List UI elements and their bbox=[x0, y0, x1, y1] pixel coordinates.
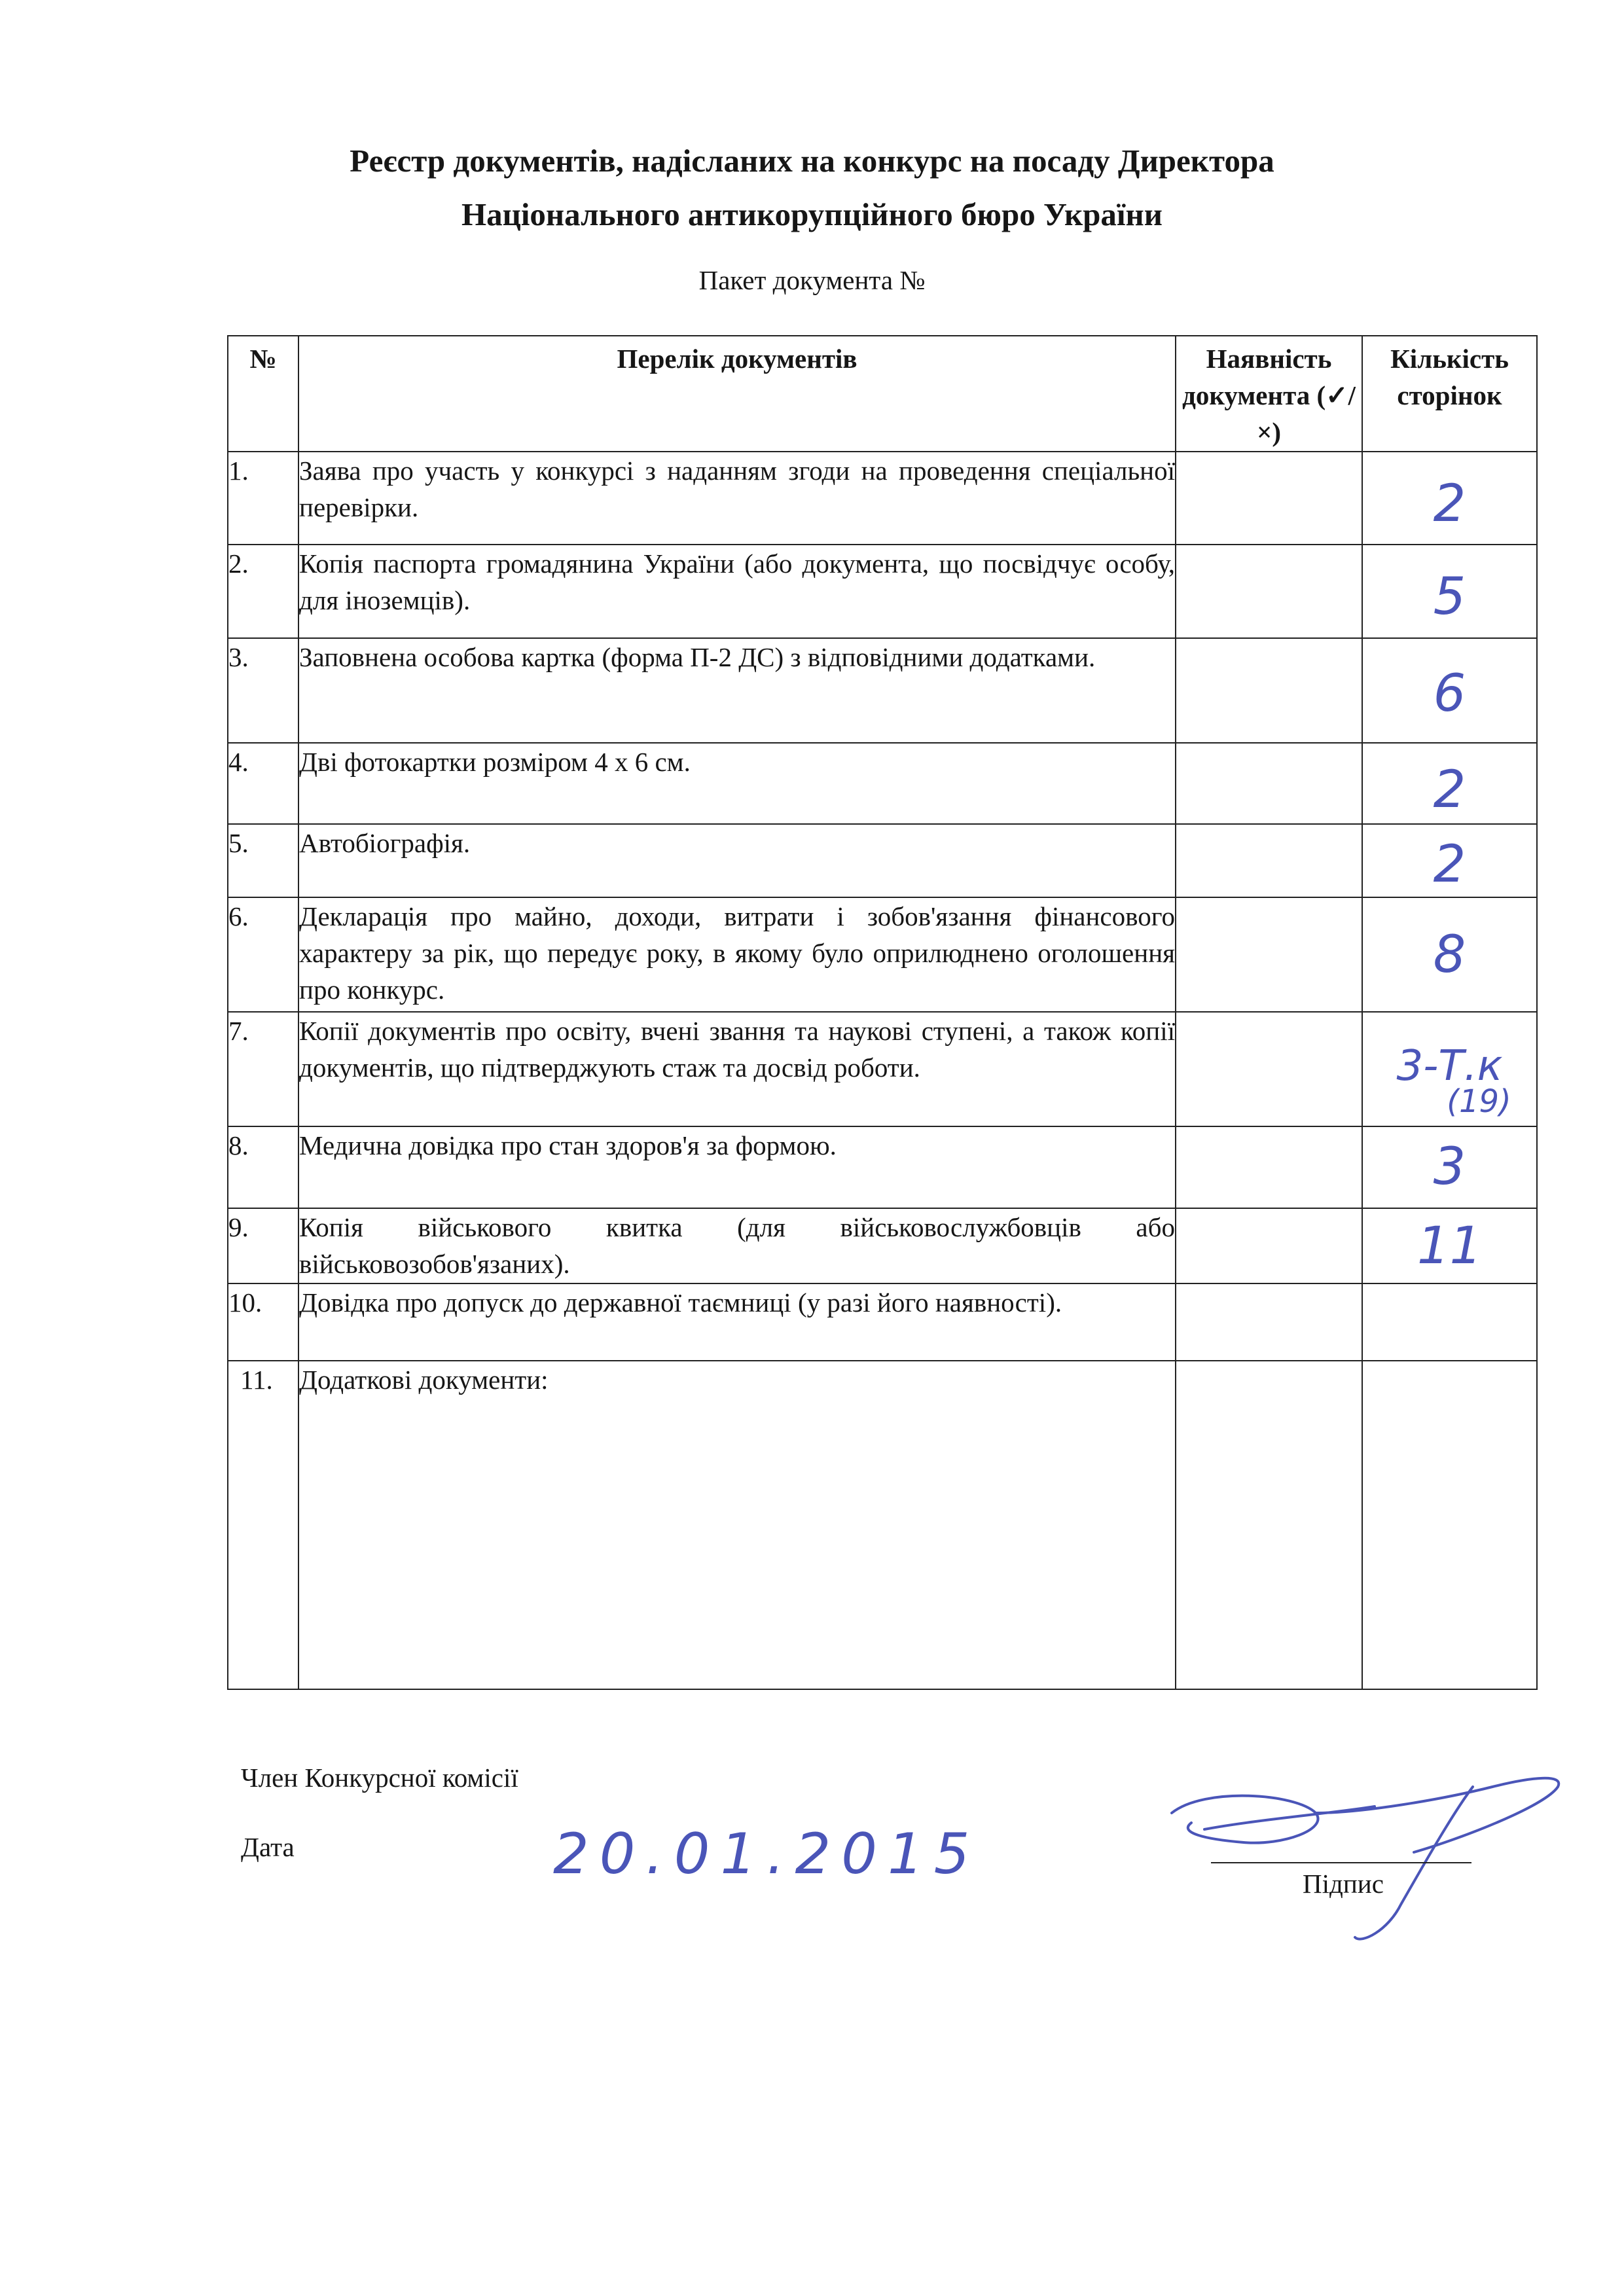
row-description: Довідка про допуск до державної таємниці (у разі його наявності). bbox=[298, 1283, 1176, 1361]
row-page-count bbox=[1362, 638, 1537, 743]
handwritten-page-count: 11 bbox=[1416, 1217, 1483, 1276]
signature-stroke bbox=[1204, 1806, 1375, 1829]
row-page-count bbox=[1362, 824, 1537, 897]
row-number: 1. bbox=[228, 452, 298, 545]
row-description: Заповнена особова картка (форма П-2 ДС) з відповідними додатками. bbox=[298, 638, 1176, 743]
handwritten-page-count-extra: (19) bbox=[1447, 1083, 1511, 1120]
table-row bbox=[228, 824, 1537, 897]
row-number: 8. bbox=[228, 1126, 298, 1208]
handwritten-page-count: 2 bbox=[1433, 761, 1466, 819]
row-description: Копія військового квитка (для військовослужбовців або військовозобов'язаних). bbox=[298, 1208, 1176, 1283]
signature-line bbox=[1211, 1862, 1471, 1863]
date-label: Дата bbox=[241, 1832, 295, 1862]
row-number: 5. bbox=[228, 824, 298, 897]
document-title bbox=[0, 134, 1624, 242]
row-presence bbox=[1176, 545, 1362, 638]
row-description: Копії документів про освіту, вчені звання та наукові ступені, а також копії документів, що підтверджують стаж та досвід роботи. bbox=[298, 1012, 1176, 1126]
table-row bbox=[228, 452, 1537, 545]
row-description: Дві фотокартки розміром 4 х 6 см. bbox=[298, 743, 1176, 824]
table-row bbox=[228, 1208, 1537, 1283]
title-line-2: Національного антикорупційного бюро України bbox=[461, 196, 1163, 232]
row-description: Додаткові документи: bbox=[298, 1361, 1176, 1689]
handwritten-page-count: 5 bbox=[1433, 567, 1466, 626]
row-presence bbox=[1176, 743, 1362, 824]
handwritten-page-count: 6 bbox=[1433, 664, 1466, 723]
row-description: Автобіографія. bbox=[298, 824, 1176, 897]
header-number: № bbox=[228, 336, 298, 452]
signature-label: Підпис bbox=[1303, 1869, 1384, 1899]
row-number: 6. bbox=[228, 897, 298, 1012]
row-page-count bbox=[1362, 452, 1537, 545]
row-presence bbox=[1176, 824, 1362, 897]
row-description: Медична довідка про стан здоров'я за формою. bbox=[298, 1126, 1176, 1208]
row-presence bbox=[1176, 1012, 1362, 1126]
table-row bbox=[228, 545, 1537, 638]
row-number: 7. bbox=[228, 1012, 298, 1126]
row-number: 11. bbox=[228, 1361, 298, 1689]
handwritten-date: 20.01.2015 bbox=[553, 1821, 981, 1887]
handwritten-page-count: 2 bbox=[1433, 835, 1466, 894]
signature-stroke bbox=[1172, 1796, 1318, 1843]
row-description: Декларація про майно, доходи, витрати і зобов'язання фінансового характеру за рік, що передує року, в якому було оприлюднено оголошення про конкурс. bbox=[298, 897, 1176, 1012]
row-description: Копія паспорта громадянина України (або документа, що посвідчує особу, для іноземців). bbox=[298, 545, 1176, 638]
row-page-count bbox=[1362, 545, 1537, 638]
handwritten-page-count: 3-Т.к bbox=[1396, 1042, 1503, 1090]
table-row bbox=[228, 743, 1537, 824]
row-page-count bbox=[1362, 1126, 1537, 1208]
row-presence bbox=[1176, 1126, 1362, 1208]
table-header-row bbox=[228, 336, 1537, 452]
row-number: 9. bbox=[228, 1208, 298, 1283]
row-number: 10. bbox=[228, 1283, 298, 1361]
row-description: Заява про участь у конкурсі з наданням згоди на проведення спеціальної перевірки. bbox=[298, 452, 1176, 545]
row-number: 2. bbox=[228, 545, 298, 638]
row-number: 4. bbox=[228, 743, 298, 824]
row-page-count bbox=[1362, 1012, 1537, 1126]
package-number-label: Пакет документа № bbox=[698, 265, 926, 295]
table-row bbox=[228, 897, 1537, 1012]
handwritten-page-count: 3 bbox=[1433, 1138, 1466, 1196]
row-presence bbox=[1176, 1283, 1362, 1361]
header-page-count: Кількість сторінок bbox=[1362, 336, 1537, 452]
row-page-count bbox=[1362, 1361, 1537, 1689]
commission-member-label: Член Конкурсної комісії bbox=[241, 1763, 518, 1793]
row-presence bbox=[1176, 638, 1362, 743]
table-row bbox=[228, 1361, 1537, 1689]
row-page-count bbox=[1362, 1283, 1537, 1361]
table-row bbox=[228, 1283, 1537, 1361]
table-row bbox=[228, 1012, 1537, 1126]
table-row bbox=[228, 638, 1537, 743]
row-page-count bbox=[1362, 897, 1537, 1012]
table-row bbox=[228, 1126, 1537, 1208]
handwritten-page-count: 8 bbox=[1433, 925, 1466, 984]
row-number: 3. bbox=[228, 638, 298, 743]
header-document-list: Перелік документів bbox=[298, 336, 1176, 452]
row-presence bbox=[1176, 1208, 1362, 1283]
row-presence bbox=[1176, 452, 1362, 545]
header-presence: Наявність документа (✓/×) bbox=[1176, 336, 1362, 452]
row-page-count bbox=[1362, 743, 1537, 824]
documents-table bbox=[227, 335, 1538, 1690]
row-presence bbox=[1176, 1361, 1362, 1689]
handwritten-page-count: 2 bbox=[1433, 475, 1466, 533]
row-presence bbox=[1176, 897, 1362, 1012]
row-page-count bbox=[1362, 1208, 1537, 1283]
title-line-1: Реєстр документів, надісланих на конкурс на посаду Директора bbox=[350, 143, 1274, 179]
